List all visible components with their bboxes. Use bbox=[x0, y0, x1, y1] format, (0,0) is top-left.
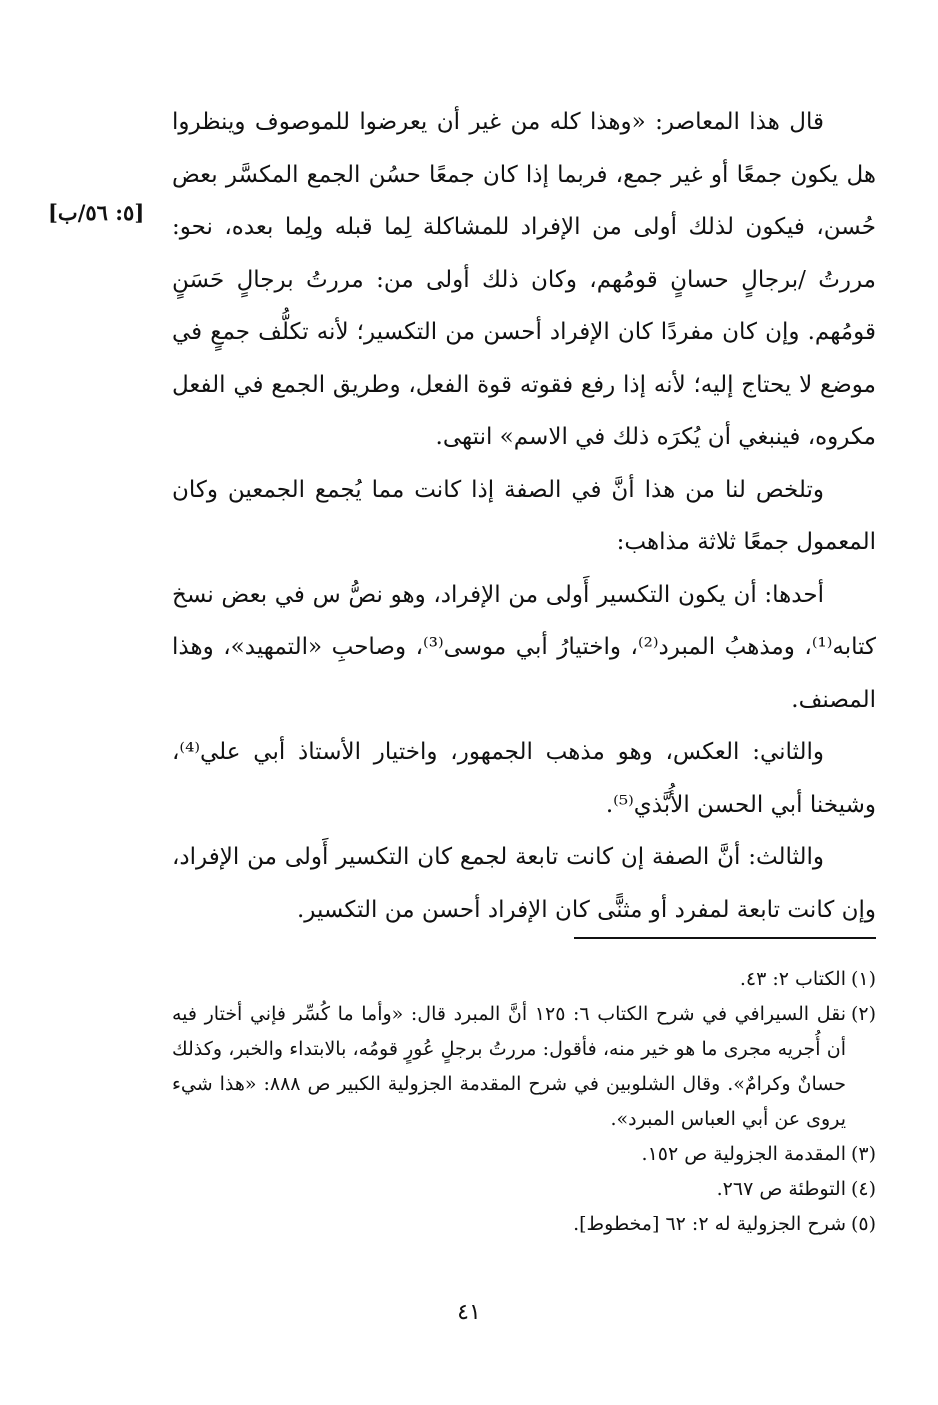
footnote-number: (٢) bbox=[850, 1003, 876, 1025]
footnote bbox=[172, 1137, 876, 1172]
margin-manuscript-reference: [٥: ٥٦/ب] bbox=[48, 200, 145, 225]
footnote-text: المقدمة الجزولية ص ١٥٢. bbox=[641, 1143, 846, 1165]
footnote-number: (١) bbox=[850, 968, 876, 990]
footnote-text: نقل السيرافي في شرح الكتاب ٦: ١٢٥ أنَّ المبرد قال: «وأما ما كُسِّر فإني أختار فيه أن أُجريه مجرى ما هو خير منه، فأقول: مررتُ برجلٍ عُورٍ قومُه، بالابتداء والخبر، وكذلك حسانٌ وكرامٌ». وقال الشلوبين في شرح المقدمة الجزولية الكبير ص ٨٨٨: «هذا شيء يروى عن أبي العباس المبرد». bbox=[172, 1003, 846, 1130]
paragraph-second-opinion: والثاني: العكس، وهو مذهب الجمهور، واختيار الأستاذ أبي علي⁽⁴⁾، وشيخنا أبي الحسن الأُبَّذي⁽⁵⁾. bbox=[172, 739, 876, 818]
page-number: ٤١ bbox=[457, 1300, 481, 1325]
footnote-number: (٣) bbox=[850, 1143, 876, 1165]
paragraph-first-opinion: أحدها: أن يكون التكسير أَولى من الإفراد، وهو نصُّ س في بعض نسخ كتابه⁽¹⁾، ومذهبُ المبرد⁽²⁾، واختيارُ أبي موسى⁽³⁾، وصاحبِ «التمهيد»، وهذا المصنف. bbox=[172, 581, 876, 713]
paragraph-summary: وتلخص لنا من هذا أنَّ في الصفة إذا كانت مما يُجمع الجمعين وكان المعمول جمعًا ثلاثة مذاهب: bbox=[172, 476, 876, 555]
footnote-text: الكتاب ٢: ٤٣. bbox=[739, 968, 846, 990]
main-text bbox=[172, 96, 876, 936]
footnote-number: (٤) bbox=[850, 1178, 876, 1200]
footnote bbox=[172, 1207, 876, 1242]
footnote bbox=[172, 1172, 876, 1207]
footnote bbox=[172, 997, 876, 1137]
footnote bbox=[172, 962, 876, 997]
footnote-text: التوطئة ص ٢٦٧. bbox=[716, 1178, 846, 1200]
paragraph-third-opinion: والثالث: أنَّ الصفة إن كانت تابعة لجمع كان التكسير أَولى من الإفراد، وإن كانت تابعة لمفرد أو مثنًّى كان الإفراد أحسن من التكسير. bbox=[172, 844, 876, 923]
paragraph-quote: قال هذا المعاصر: «وهذا كله من غير أن يعرضوا للموصوف وينظروا هل يكون جمعًا أو غير جمع، فربما إذا كان جمعًا حسُن الجمع المكسَّر بعض حُسن، فيكون لذلك أولى من الإفراد للمشاكلة لِما قبله ولِما بعده، نحو: مررتُ /برجالٍ حسانٍ قومُهم، وكان ذلك أولى من: مررتُ برجالٍ حَسَنٍ قومُهم. وإن كان مفردًا كان الإفراد أحسن من التكسير؛ لأنه تكلُّف جمعٍ في موضع لا يحتاج إليه؛ لأنه إذا رفع فقوته قوة الفعل، وطريق الجمع في الفعل مكروه، فينبغي أن يُكرَه ذلك في الاسم» انتهى. bbox=[172, 109, 876, 450]
footnote-number: (٥) bbox=[850, 1213, 876, 1235]
footnote-text: شرح الجزولية له ٢: ٦٢ [مخطوط]. bbox=[573, 1213, 846, 1235]
footnote-divider bbox=[574, 937, 876, 939]
footnotes bbox=[172, 962, 876, 1242]
